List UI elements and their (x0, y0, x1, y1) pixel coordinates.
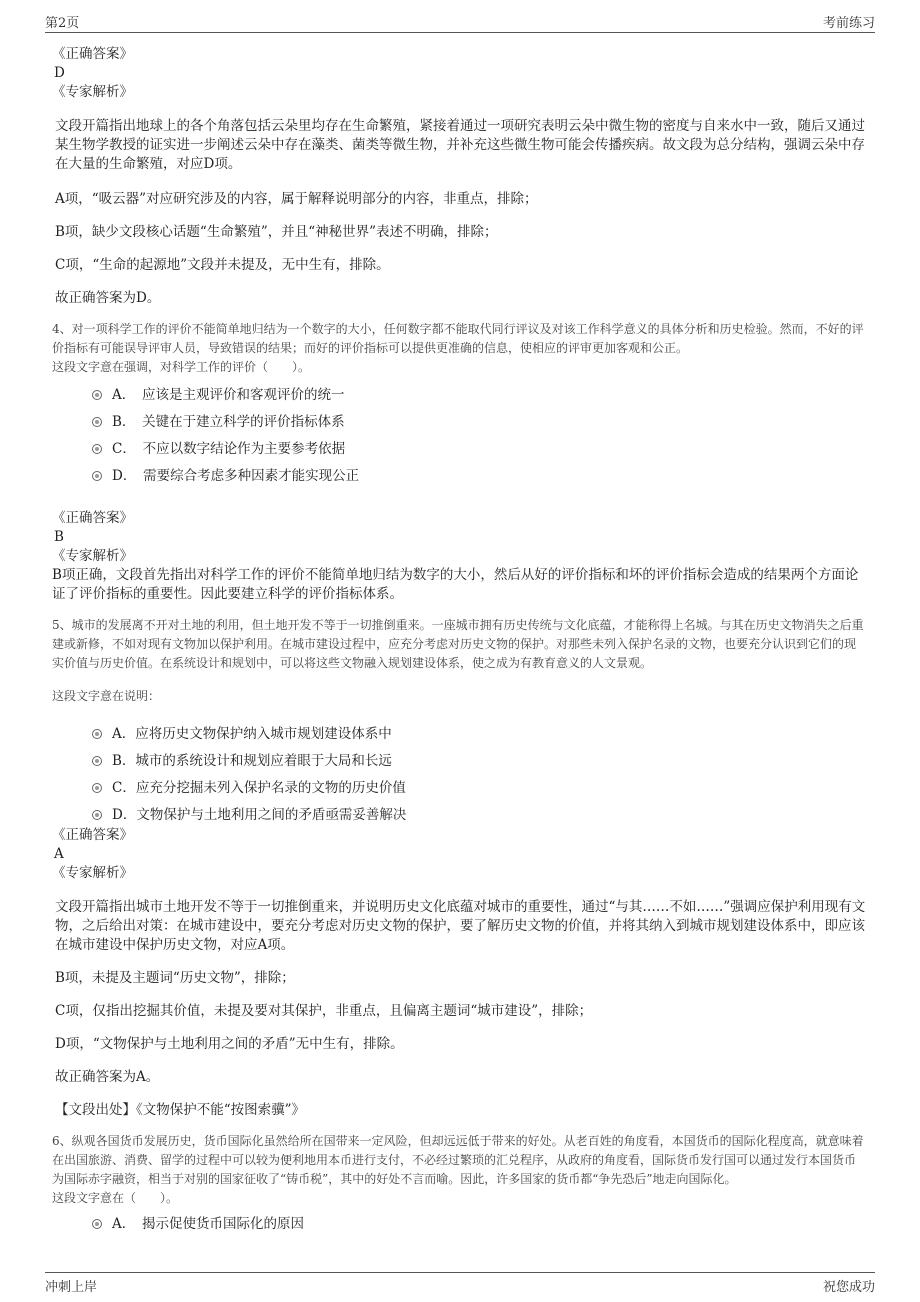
analysis-text: D项，“文物保护与土地利用之间的矛盾”无中生有，排除。 (55, 1036, 404, 1052)
analysis-text: B项正确，文段首先指出对科学工作的评价不能简单地归结为数字的大小，然后从好的评价指标和坏的评价指标会造成的结果两个方面论证了评价指标的重要性。因此要建立科学的评价指标体系。 (52, 567, 859, 602)
analysis-text: B项，缺少文段核心话题“生命繁殖”，并且“神秘世界”表述不明确，排除； (55, 224, 498, 240)
option-label: D．文物保护与土地利用之间的矛盾亟需妥善解决 (112, 806, 407, 823)
footer-right: 祝您成功 (822, 1280, 875, 1295)
option-b[interactable] (92, 406, 867, 433)
option-b[interactable] (92, 745, 867, 772)
analysis-text: 文段开篇指出城市土地开发不等于一切推倒重来，并说明历史文化底蕴对城市的重要性，通过“与其……不如……”强调应保护利用现有文物，之后给出对策：在城市建设中，要充分考虑对历史文物的保护，要了解历史文物的价值，并将其纳入到城市规划建设体系中，即应该在城市建设中保护历史文物，对应A项。 (55, 899, 866, 953)
answer-value: A (54, 846, 64, 862)
footer-left: 冲刺上岸 (45, 1280, 98, 1295)
radio-icon[interactable] (92, 471, 102, 481)
analysis-text: C项，“生命的起源地”文段并未提及，无中生有，排除。 (55, 257, 390, 273)
radio-icon[interactable] (92, 390, 102, 400)
page-content (52, 45, 867, 1235)
option-label: C．应充分挖掘未列入保护名录的文物的历史价值 (112, 779, 406, 796)
radio-icon[interactable] (92, 756, 102, 766)
question-stem: 5、城市的发展离不开对土地的利用，但土地开发不等于一切推倒重来。一座城市拥有历史传统与文化底蕴，才能称得上名城。与其在历史文物消失之后重建或新修，不如对现有文物加以保护利用。在城市建设过程中，应充分考虑对历史文物的保护。对那些未列入保护名录的文物，也要充分认识到它们的现实价值与历史价值。在系统设计和规划中，可以将这些文物融入规划建设体系，使之成为有教育意义的人文景观。 (52, 618, 864, 670)
option-list (52, 718, 867, 826)
analysis-text: A项，“吸云器”对应研究涉及的内容，属于解释说明部分的内容，非重点，排除； (55, 191, 538, 207)
option-label: A．应将历史文物保护纳入城市规划建设体系中 (112, 725, 392, 742)
page-header (45, 12, 875, 33)
radio-icon[interactable] (92, 810, 102, 820)
question-stem: 4、对一项科学工作的评价不能简单地归结为一个数字的大小，任何数字都不能取代同行评议及对该工作科学意义的具体分析和历史检验。然而，不好的评价指标有可能误导评审人员，导致错误的结果；而好的评价指标可以提供更准确的信息，使相应的评审更加客观和公正。 (52, 322, 864, 355)
analysis-label: 《专家解析》 (52, 865, 133, 881)
page-footer (45, 1272, 875, 1298)
option-d[interactable] (92, 460, 867, 487)
analysis-text: C项，仅指出挖掘其价值，未提及要对其保护，非重点，且偏离主题词“城市建设”，排除； (55, 1003, 593, 1019)
answer-label: 《正确答案》 (52, 827, 133, 843)
question-prompt: 这段文字意在强调，对科学工作的评价（ ）。 (52, 360, 311, 374)
option-label: D． 需要综合考虑多种因素才能实现公正 (112, 467, 360, 484)
option-label: A． 应该是主观评价和客观评价的统一 (112, 386, 345, 403)
question-prompt: 这段文字意在说明： (52, 689, 161, 703)
page-number: 第2页 (45, 16, 80, 31)
option-a[interactable] (92, 718, 867, 745)
answer-label: 《正确答案》 (52, 46, 133, 62)
analysis-label: 《专家解析》 (52, 548, 133, 564)
analysis-text: 故正确答案为A。 (55, 1069, 160, 1085)
analysis-text: 文段开篇指出地球上的各个角落包括云朵里均存在生命繁殖，紧接着通过一项研究表明云朵中微生物的密度与自来水中一致，随后又通过某生物学教授的证实进一步阐述云朵中存在藻类、菌类等微生物，并补充这些微生物可能会传播疾病。故文段为总分结构，强调云朵中存在大量的生命繁殖，对应D项。 (55, 118, 865, 172)
radio-icon[interactable] (92, 444, 102, 454)
radio-icon[interactable] (92, 783, 102, 793)
question-stem: 6、纵观各国货币发展历史，货币国际化虽然给所在国带来一定风险，但却远远低于带来的好处。从老百姓的角度看，本国货币的国际化程度高，就意味着在出国旅游、消费、留学的过程中可以较为便利地用本币进行支付，不必经过繁琐的汇兑程序，从政府的角度看，国际货币发行国可以通过发行本国货币为国际赤字融资，相当于对别的国家征收了“铸币税”，其中的好处不言而喻。因此，许多国家的货币都“争先恐后”地走向国际化。 (52, 1134, 864, 1186)
radio-icon[interactable] (92, 729, 102, 739)
question-prompt: 这段文字意在（ ）。 (52, 1191, 179, 1205)
option-label: B． 关键在于建立科学的评价指标体系 (112, 413, 345, 430)
option-d[interactable] (92, 799, 867, 826)
analysis-label: 《专家解析》 (52, 84, 133, 100)
answer-label: 《正确答案》 (52, 510, 133, 526)
option-label: A． 揭示促使货币国际化的原因 (112, 1215, 304, 1232)
answer-value: B (54, 529, 64, 545)
analysis-text: 故正确答案为D。 (55, 290, 161, 306)
option-c[interactable] (92, 772, 867, 799)
source-citation: 【文段出处】《文物保护不能“按图索骥”》 (55, 1102, 306, 1118)
header-title: 考前练习 (822, 16, 875, 31)
radio-icon[interactable] (92, 417, 102, 427)
option-label: C． 不应以数字结论作为主要参考依据 (112, 440, 346, 457)
radio-icon[interactable] (92, 1219, 102, 1229)
analysis-text: B项，未提及主题词“历史文物”，排除； (55, 970, 295, 986)
option-list (52, 379, 867, 487)
option-c[interactable] (92, 433, 867, 460)
option-list (52, 1208, 867, 1235)
option-a[interactable] (92, 1208, 867, 1235)
option-a[interactable] (92, 379, 867, 406)
option-label: B．城市的系统设计和规划应着眼于大局和长远 (112, 752, 392, 769)
answer-value: D (54, 65, 65, 81)
